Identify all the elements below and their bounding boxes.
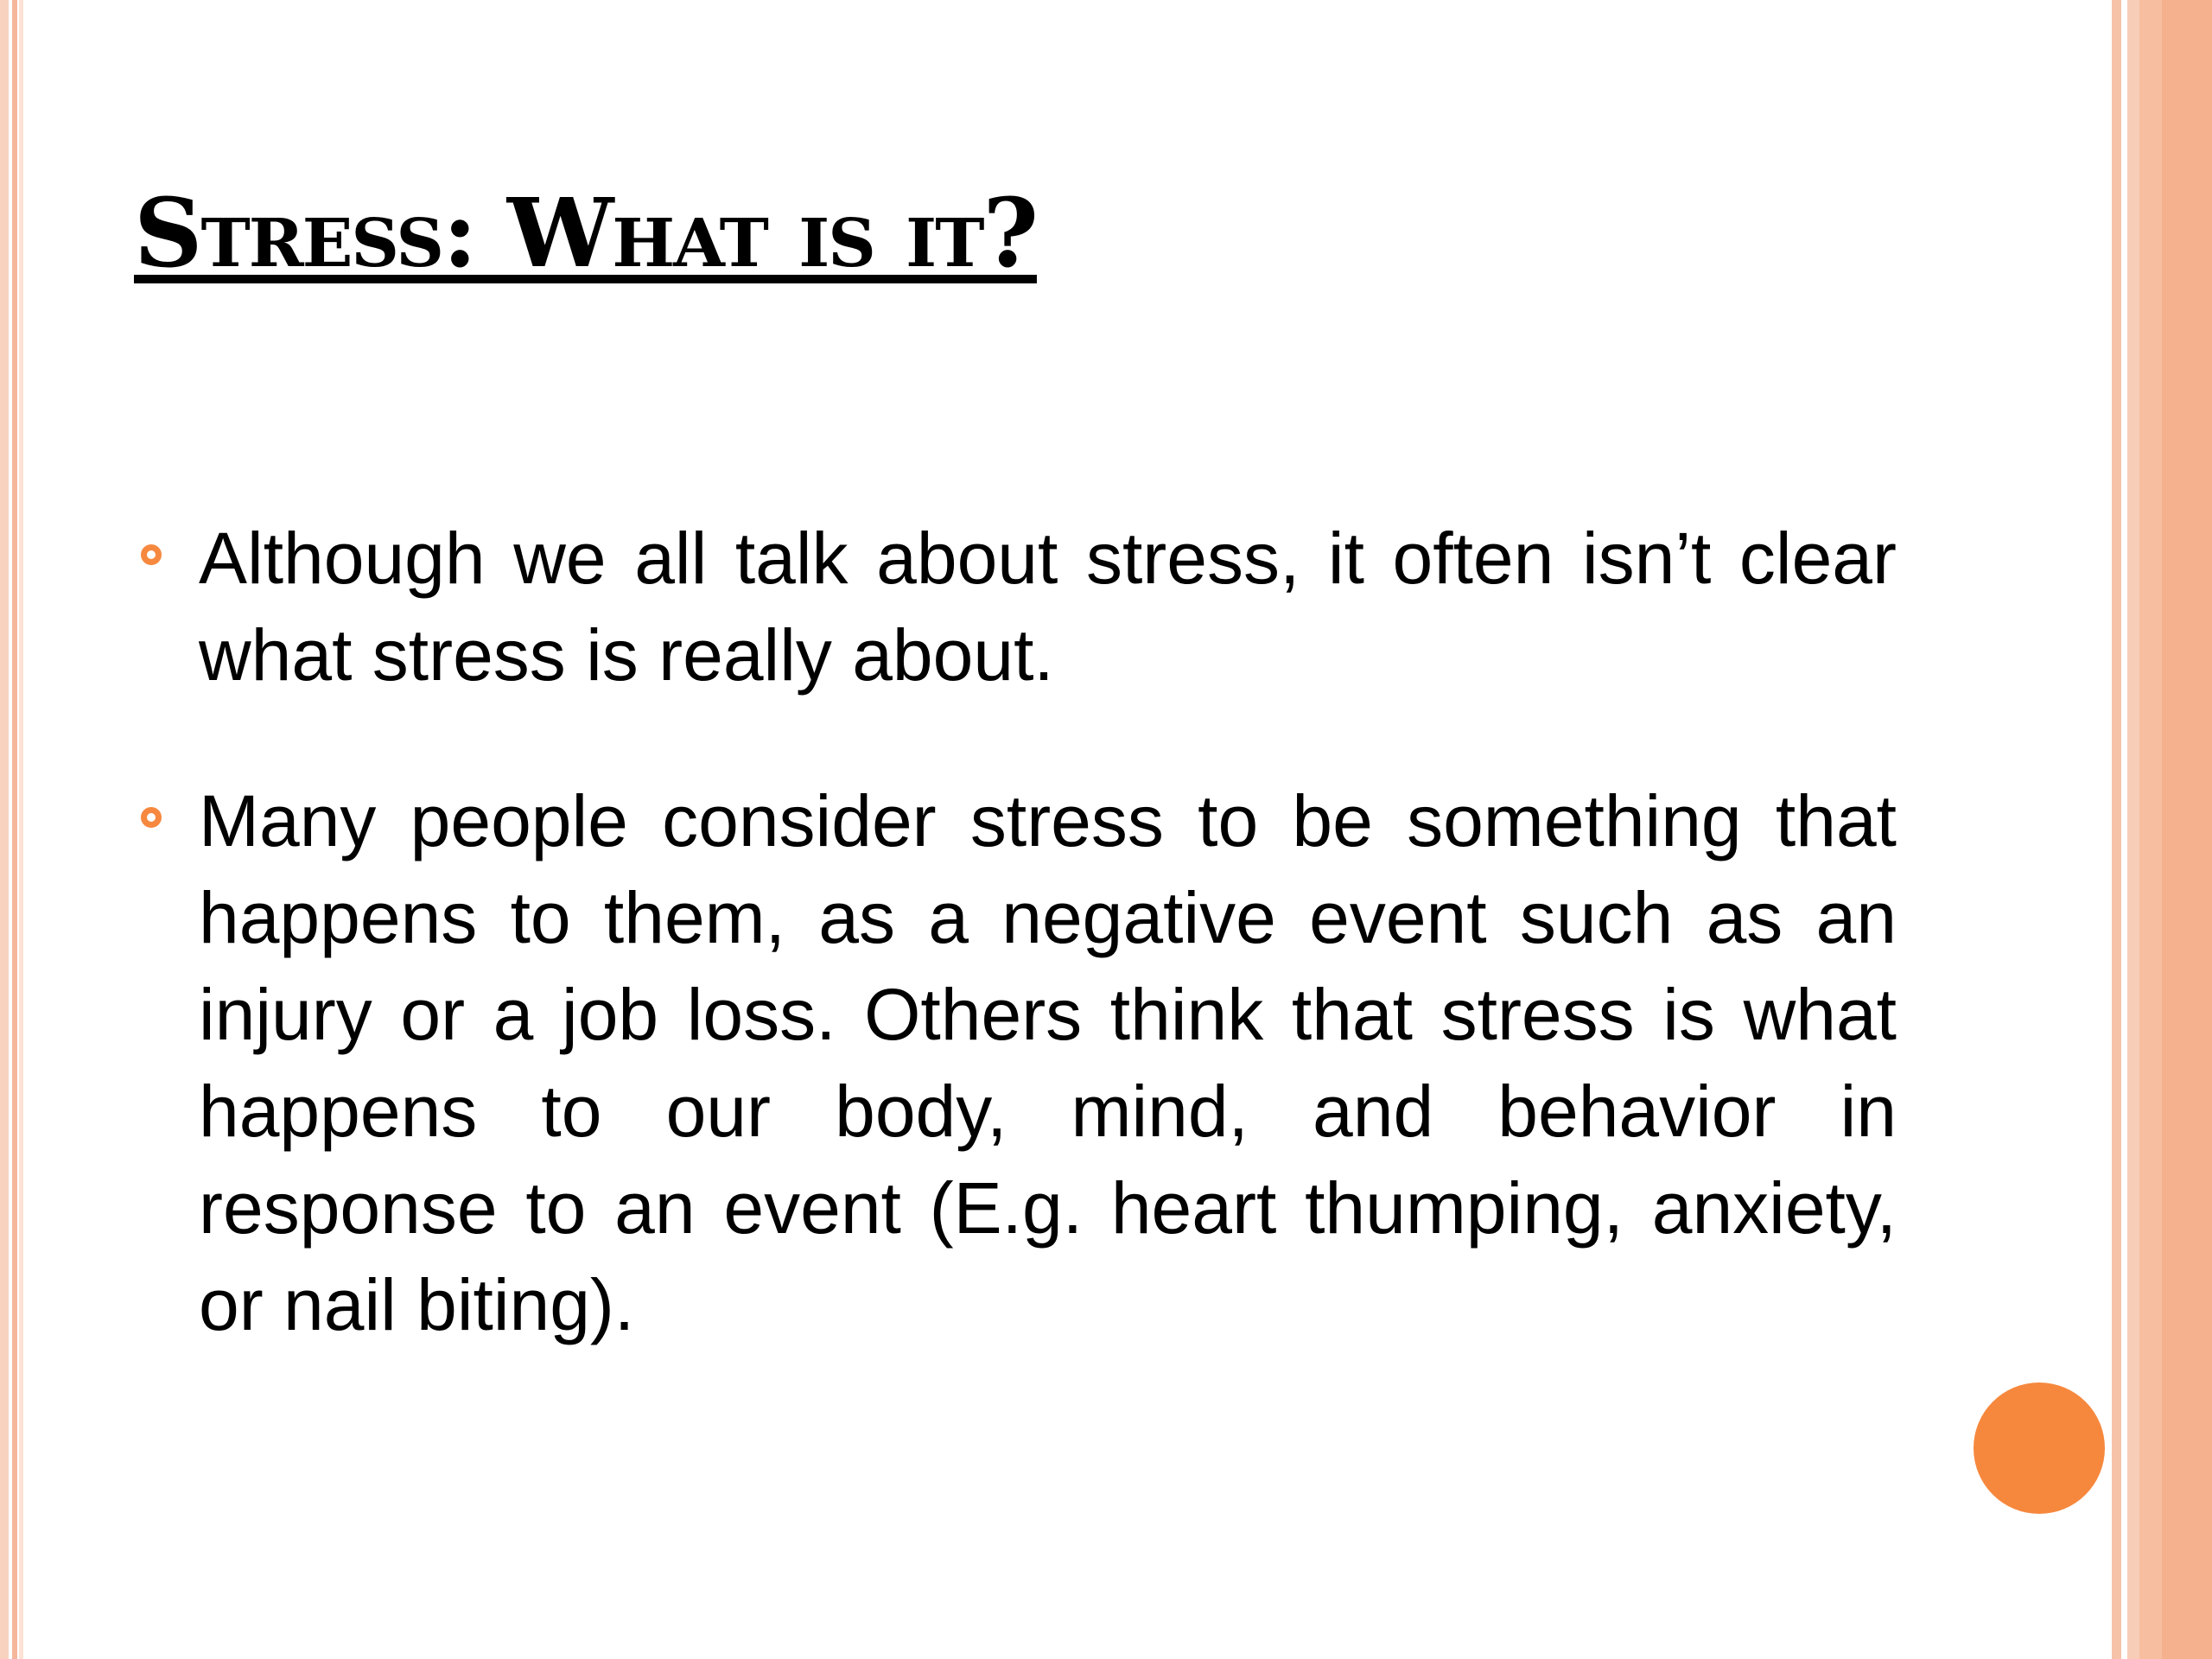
bullet-item [134, 772, 1897, 1353]
orange-circle-decoration [1974, 1382, 2105, 1514]
bullet-text: Although we all talk about stress, it often isn’t clear what stress is really about. [199, 518, 1897, 696]
right-border-stripe [2127, 0, 2139, 1659]
bullet-list [134, 510, 1897, 1422]
slide-title: Stress: What is it? [134, 177, 1037, 289]
right-border-stripe [2139, 0, 2162, 1659]
left-border-stripe [0, 0, 9, 1659]
right-border-stripe [2162, 0, 2212, 1659]
hollow-circle-bullet-icon [141, 544, 162, 565]
hollow-circle-bullet-icon [141, 807, 162, 828]
right-border-stripe [2112, 0, 2121, 1659]
left-border-stripe [19, 0, 23, 1659]
left-border-stripe [12, 0, 17, 1659]
bullet-item [134, 510, 1897, 703]
bullet-text: Many people consider stress to be something that happens to them, as a negative event such as an injury or a job loss. Others think that stress is what happens to our body, mind, and behavior in response to an event (E.g. heart thumping, anxiety, or nail biting). [199, 780, 1897, 1345]
